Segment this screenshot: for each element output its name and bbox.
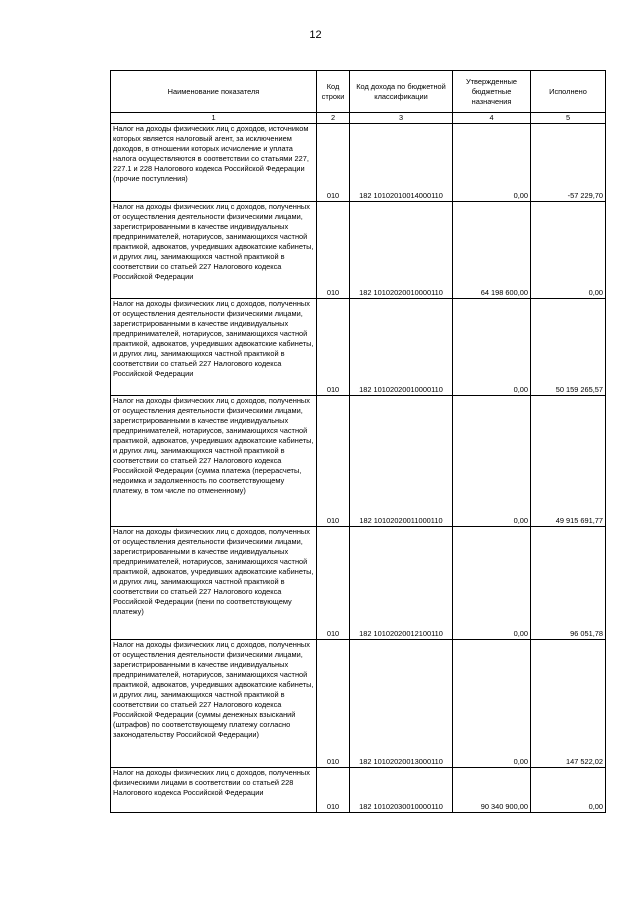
- column-number: 3: [350, 113, 453, 124]
- indicator-name: Налог на доходы физических лиц с доходов, полученных от осуществления деятельности физическими лицами, зарегистрированными в качестве индивидуальных предпринимателей, нотариусов, занимающихся частной практикой, адвокатов, учредивших адвокатские кабинеты, и других лиц, занимающихся частной практикой в соответствии со статьей 227 Налогового кодекса Российской Федерации: [111, 202, 317, 299]
- header-budget-code: Код дохода по бюджетной классификации: [350, 71, 453, 113]
- indicator-name: Налог на доходы физических лиц с доходов, полученных от осуществления деятельности физическими лицами, зарегистрированными в качестве индивидуальных предпринимателей, нотариусов, занимающихся частной практикой, адвокатов, учредивших адвокатские кабинеты, и других лиц, занимающихся частной практикой в соответствии со статьей 227 Налогового кодекса Российской Федерации (суммы денежных взысканий (штрафов) по соответствующему платежу согласно законодательству Российской Федерации): [111, 640, 317, 768]
- budget-code: 182 10102030010000110: [350, 768, 453, 813]
- budget-code: 182 10102010014000110: [350, 124, 453, 202]
- executed-amount: 50 159 265,57: [531, 299, 606, 396]
- column-number-row: [111, 113, 606, 124]
- table-row: [111, 640, 606, 768]
- budget-code: 182 10102020010000110: [350, 299, 453, 396]
- line-code: 010: [317, 396, 350, 527]
- column-number: 2: [317, 113, 350, 124]
- indicator-name: Налог на доходы физических лиц с доходов, полученных физическими лицами в соответствии со статьей 228 Налогового кодекса Российской Федерации: [111, 768, 317, 813]
- table-row: [111, 396, 606, 527]
- executed-amount: -57 229,70: [531, 124, 606, 202]
- table-row: [111, 527, 606, 640]
- line-code: 010: [317, 640, 350, 768]
- header-executed: Исполнено: [531, 71, 606, 113]
- table-row: [111, 124, 606, 202]
- indicator-name: Налог на доходы физических лиц с доходов, источником которых является налоговый агент, за исключением доходов, в отношении которых исчисление и уплата налога осуществляются в соответствии со статьями 227, 227.1 и 228 Налогового кодекса Российской Федерации (прочие поступления): [111, 124, 317, 202]
- budget-code: 182 10102020012100110: [350, 527, 453, 640]
- budget-execution-table: [110, 70, 606, 813]
- approved-amount: 0,00: [453, 124, 531, 202]
- table-header-row: [111, 71, 606, 113]
- line-code: 010: [317, 299, 350, 396]
- page-number: 12: [309, 29, 322, 41]
- line-code: 010: [317, 202, 350, 299]
- executed-amount: 0,00: [531, 768, 606, 813]
- table-row: [111, 299, 606, 396]
- executed-amount: 96 051,78: [531, 527, 606, 640]
- executed-amount: 147 522,02: [531, 640, 606, 768]
- indicator-name: Налог на доходы физических лиц с доходов, полученных от осуществления деятельности физическими лицами, зарегистрированными в качестве индивидуальных предпринимателей, нотариусов, занимающихся частной практикой, адвокатов, учредивших адвокатские кабинеты, и других лиц, занимающихся частной практикой в соответствии со статьей 227 Налогового кодекса Российской Федерации (сумма платежа (перерасчеты, недоимка и задолженность по соответствующему платежу, в том числе по отмененному): [111, 396, 317, 527]
- approved-amount: 0,00: [453, 527, 531, 640]
- column-number: 1: [111, 113, 317, 124]
- approved-amount: 0,00: [453, 396, 531, 527]
- budget-code: 182 10102020013000110: [350, 640, 453, 768]
- budget-code: 182 10102020010000110: [350, 202, 453, 299]
- approved-amount: 64 198 600,00: [453, 202, 531, 299]
- line-code: 010: [317, 124, 350, 202]
- indicator-name: Налог на доходы физических лиц с доходов, полученных от осуществления деятельности физическими лицами, зарегистрированными в качестве индивидуальных предпринимателей, нотариусов, занимающихся частной практикой, адвокатов, учредивших адвокатские кабинеты, и других лиц, занимающихся частной практикой в соответствии со статьей 227 Налогового кодекса Российской Федерации: [111, 299, 317, 396]
- header-indicator-name: Наименование показателя: [111, 71, 317, 113]
- executed-amount: 49 915 691,77: [531, 396, 606, 527]
- column-number: 5: [531, 113, 606, 124]
- indicator-name: Налог на доходы физических лиц с доходов, полученных от осуществления деятельности физическими лицами, зарегистрированными в качестве индивидуальных предпринимателей, нотариусов, занимающихся частной практикой, адвокатов, учредивших адвокатские кабинеты, и других лиц, занимающихся частной практикой в соответствии со статьей 227 Налогового кодекса Российской Федерации (пени по соответствующему платежу): [111, 527, 317, 640]
- line-code: 010: [317, 527, 350, 640]
- approved-amount: 90 340 900,00: [453, 768, 531, 813]
- approved-amount: 0,00: [453, 640, 531, 768]
- header-line-code: Код строки: [317, 71, 350, 113]
- executed-amount: 0,00: [531, 202, 606, 299]
- budget-code: 182 10102020011000110: [350, 396, 453, 527]
- line-code: 010: [317, 768, 350, 813]
- column-number: 4: [453, 113, 531, 124]
- header-approved: Утвержденные бюджетные назначения: [453, 71, 531, 113]
- approved-amount: 0,00: [453, 299, 531, 396]
- table-row: [111, 202, 606, 299]
- table-row: [111, 768, 606, 813]
